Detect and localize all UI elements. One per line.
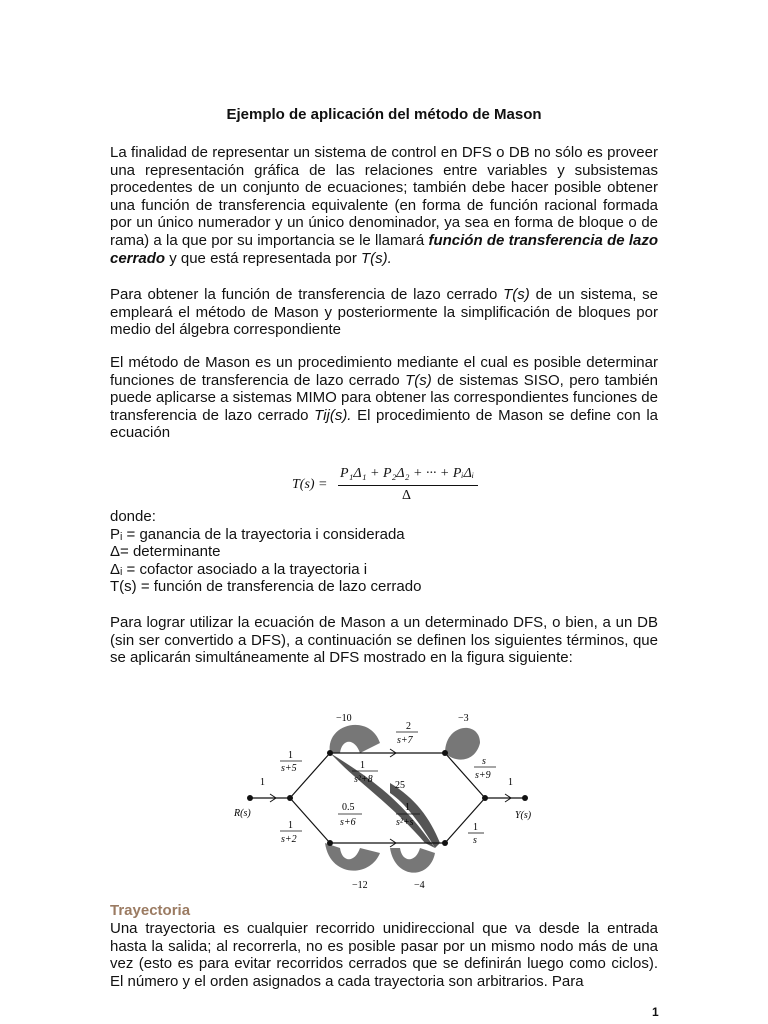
loop-label: −10 bbox=[336, 713, 352, 724]
gain-label: s+6 bbox=[340, 817, 356, 828]
gain-label: 1 bbox=[288, 820, 293, 831]
gain-label: 1 bbox=[360, 760, 365, 771]
node bbox=[287, 795, 293, 801]
gain-label: s²+8 bbox=[354, 774, 373, 785]
definition-item: T(s) = función de transferencia de lazo cerrado bbox=[110, 578, 422, 596]
gain-label: s+9 bbox=[475, 770, 491, 781]
loop-label: −12 bbox=[352, 880, 368, 891]
gain-label: 1 bbox=[288, 750, 293, 761]
node bbox=[482, 795, 488, 801]
label-input: R(s) bbox=[234, 808, 251, 819]
fraction-bar bbox=[338, 485, 478, 486]
node bbox=[442, 750, 448, 756]
node bbox=[442, 840, 448, 846]
definition-item: Pᵢ = ganancia de la trayectoria i considerada bbox=[110, 525, 405, 543]
gain-label: 1 bbox=[260, 777, 265, 788]
loop-label: −4 bbox=[414, 880, 425, 891]
gain-label: 0.5 bbox=[342, 802, 355, 813]
gain-label: 1 bbox=[405, 802, 410, 813]
page-number: 1 bbox=[652, 1005, 659, 1019]
paragraph-intro: La finalidad de representar un sistema de control en DFS o DB no sólo es proveer una representación gráfica de las relaciones entre variables y subsistemas procedentes de un conjunto de ecuaciones; también debe hacer posible obtener una función de transferencia equivalente (en forma de función racional formada por un único numerador y un único denominador, ya sea en forma de bloque o de rama) a la que por su importancia se le llamará función de transferencia de lazo cerrado y que está representada por T(s). bbox=[110, 144, 658, 267]
paragraph-mason-definition: El método de Mason es un procedimiento mediante el cual es posible determinar funciones de transferencia de lazo cerrado T(s) de sistemas SISO, pero también puede aplicarse a sistemas MIMO para obtener las correspondientes funciones de transferencia de lazo cerrado Tij(s). El procedimiento de Mason se define con la ecuación bbox=[110, 354, 659, 442]
node bbox=[247, 795, 253, 801]
gain-label: 1 bbox=[508, 777, 513, 788]
paragraph-terms-intro: Para lograr utilizar la ecuación de Mason a un determinado DFS, o bien, a un DB (sin ser convertido a DFS), a continuación se definen los siguientes términos, que se aplicarán simultáneamente al DFS mostrado en la figura siguiente: bbox=[110, 614, 658, 667]
signal-flow-graph bbox=[230, 708, 540, 893]
gain-label: s+2 bbox=[281, 834, 297, 845]
gain-label: s bbox=[473, 835, 477, 846]
node bbox=[327, 750, 333, 756]
loop-b-shape bbox=[445, 728, 480, 760]
gain-label: s bbox=[482, 756, 486, 767]
mason-formula bbox=[292, 462, 482, 506]
branch-up1 bbox=[290, 753, 330, 798]
label-output: Y(s) bbox=[515, 810, 532, 821]
branch-dn2 bbox=[445, 798, 485, 843]
gain-label: s+5 bbox=[281, 763, 297, 774]
formula-numerator: P₁Δ₁ + P₂Δ₂ + ··· + PᵢΔᵢ bbox=[340, 466, 475, 481]
loop-d-shape bbox=[390, 848, 435, 873]
loop-a-shape bbox=[330, 725, 380, 753]
gain-label: 25 bbox=[395, 780, 405, 791]
paragraph-mason-use: Para obtener la función de transferencia de lazo cerrado T(s) de un sistema, se empleará el método de Mason y posteriormente la simplificación de bloques por medio del álgebra correspondiente bbox=[110, 286, 659, 339]
emphasis-term: función de transferencia de lazo cerrado bbox=[110, 231, 658, 267]
cross-branch-shape bbox=[330, 753, 435, 848]
definition-item: Δ= determinante bbox=[110, 543, 221, 561]
gain-label: s+7 bbox=[397, 735, 413, 746]
node bbox=[327, 840, 333, 846]
definition-item: Δᵢ = cofactor asociado a la trayectoria i bbox=[110, 560, 368, 578]
loop-label: −3 bbox=[458, 713, 469, 724]
paragraph-trayectoria: Una trayectoria es cualquier recorrido unidireccional que va desde la entrada hasta la salida; al recorrerla, no es posible pasar por un mismo nodo más de una vez (esto es para evitar recorridos cerrados que se definirán luego como ciclos). El número y el orden asignados a cada trayectoria son arbitrarios. Para bbox=[110, 920, 658, 990]
node bbox=[522, 795, 528, 801]
definitions-list bbox=[110, 508, 421, 596]
section-heading: Trayectoria bbox=[110, 902, 191, 919]
formula-denominator: Δ bbox=[402, 488, 412, 503]
document-title: Ejemplo de aplicación del método de Mason bbox=[226, 106, 542, 123]
gain-label: 2 bbox=[406, 721, 411, 732]
definitions-intro: donde: bbox=[110, 508, 156, 525]
gain-label: s²+s bbox=[396, 817, 414, 828]
cross-branch-shape-2 bbox=[390, 783, 440, 848]
formula-lhs: T(s) = bbox=[292, 477, 328, 492]
loop-c-shape bbox=[325, 843, 380, 871]
gain-label: 1 bbox=[473, 822, 478, 833]
